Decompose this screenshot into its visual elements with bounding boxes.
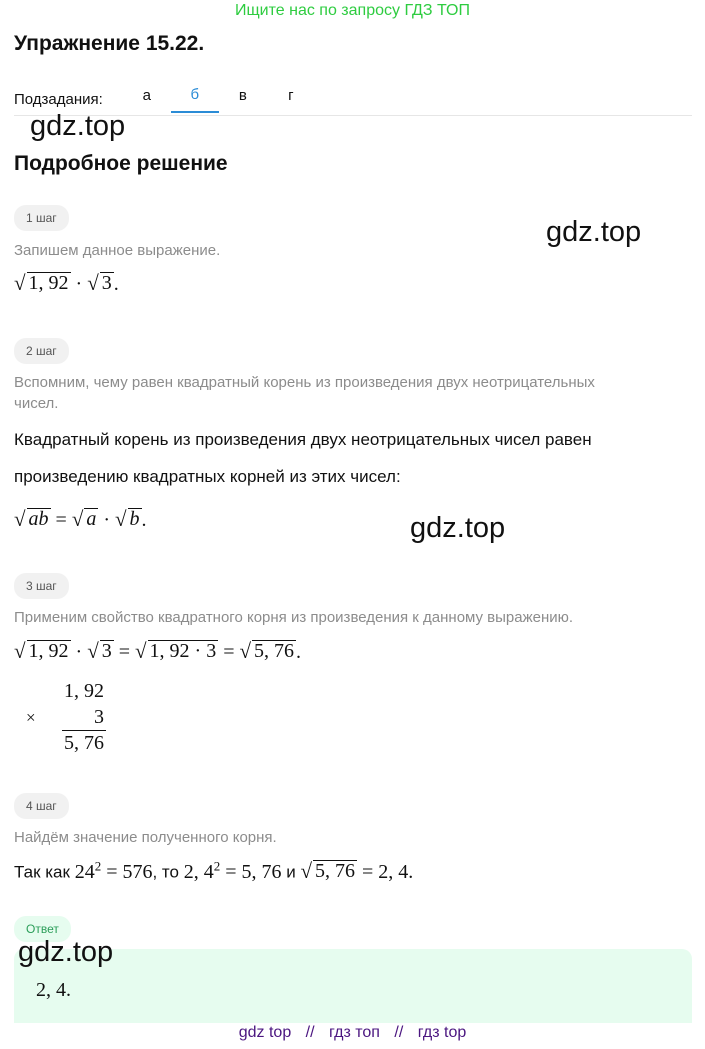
- watermark: gdz.top: [30, 110, 126, 142]
- radicand: 1, 92: [28, 272, 69, 294]
- step-formula: √ ab = √ a · √ b .: [14, 507, 147, 531]
- multiply-sign: ×: [26, 708, 36, 727]
- footer-separator: //: [305, 1024, 315, 1041]
- subtasks-label: Подзадания:: [14, 91, 103, 108]
- radicand: 1, 92: [28, 640, 69, 662]
- product: 5, 76: [64, 732, 104, 754]
- sqrt-expression: √ ab: [14, 507, 49, 531]
- subtask-tab-v[interactable]: в: [238, 87, 247, 104]
- subtasks-nav: [14, 86, 315, 113]
- conclusion-mid: , то: [152, 862, 179, 882]
- section-title: Подробное решение: [14, 152, 228, 175]
- footer-link[interactable]: гдз топ: [329, 1024, 380, 1041]
- radicand: 5, 76: [254, 640, 295, 662]
- step-badge: 2 шаг: [14, 338, 69, 364]
- radicand: 3: [101, 272, 112, 294]
- watermark: gdz.top: [410, 512, 506, 544]
- conclusion-and: и: [286, 862, 296, 882]
- step-hint: Запишем данное выражение.: [14, 242, 221, 259]
- sqrt-expression: √ b: [115, 507, 140, 531]
- sqrt-expression: √ 3: [87, 639, 112, 663]
- step-conclusion: [14, 858, 413, 884]
- radicand: a: [86, 508, 97, 530]
- answer-box: [14, 949, 692, 1023]
- inline-formula: √ 5, 76 = 2, 4.: [300, 858, 414, 883]
- radicand: b: [129, 508, 140, 530]
- sqrt-expression: √ 5, 76: [239, 639, 295, 663]
- subtask-tab-g[interactable]: г: [288, 87, 294, 104]
- sqrt-expression: √ 3: [87, 271, 112, 295]
- step-badge: 3 шаг: [14, 573, 69, 599]
- subtask-tab-a[interactable]: а: [142, 87, 151, 104]
- sqrt-expression: √ 1, 92: [14, 271, 69, 295]
- step-formula: √ 1, 92 · √ 3 = √ 1, 92 · 3 = √ 5, 76 .: [14, 639, 302, 663]
- step-text: произведению квадратных корней из этих чисел:: [14, 467, 401, 486]
- sqrt-expression: √ 1, 92 · 3: [135, 639, 217, 663]
- hint-line: Вспомним, чему равен квадратный корень из произведения двух неотрицательных: [14, 374, 595, 391]
- inline-formula: 2, $4^2 = 5$, 76: [183, 858, 282, 883]
- step-formula: √ 1, 92 · √ 3 .: [14, 271, 119, 295]
- step-badge: 1 шаг: [14, 205, 69, 231]
- answer-badge: Ответ: [14, 916, 71, 942]
- multiplier: 3: [94, 706, 104, 728]
- footer-link[interactable]: gdz top: [238, 1024, 292, 1041]
- step-badge: 4 шаг: [14, 793, 69, 819]
- step-hint: Применим свойство квадратного корня из произведения к данному выражению.: [14, 609, 574, 626]
- footer-links: [0, 1024, 705, 1042]
- sqrt-expression: √ a: [71, 507, 97, 531]
- radicand: 3: [101, 640, 112, 662]
- conclusion-prefix: Так как: [14, 862, 70, 882]
- step-text: Квадратный корень из произведения двух неотрицательных чисел равен: [14, 430, 592, 449]
- step-hint: [14, 372, 694, 414]
- footer-separator: //: [394, 1024, 404, 1041]
- answer-value: 2, 4.: [36, 979, 71, 1001]
- multiplicand: 1, 92: [64, 680, 104, 702]
- inline-formula: $24^2 = 576$: [74, 858, 153, 883]
- page-title: Упражнение 15.22.: [14, 32, 205, 55]
- footer-link[interactable]: гдз top: [417, 1024, 467, 1041]
- column-multiplication: [26, 680, 116, 755]
- promo-text[interactable]: Ищите нас по запросу ГДЗ ТОП: [235, 2, 470, 19]
- sqrt-expression: √ 1, 92: [14, 639, 69, 663]
- radicand: 1, 92 · 3: [149, 640, 217, 662]
- watermark: gdz.top: [18, 936, 114, 968]
- hint-line: чисел.: [14, 395, 59, 412]
- watermark: gdz.top: [546, 216, 642, 248]
- result-line: [62, 730, 106, 731]
- step-hint: Найдём значение полученного корня.: [14, 829, 277, 846]
- radicand: ab: [28, 508, 49, 530]
- subtask-tab-b[interactable]: б: [171, 86, 219, 113]
